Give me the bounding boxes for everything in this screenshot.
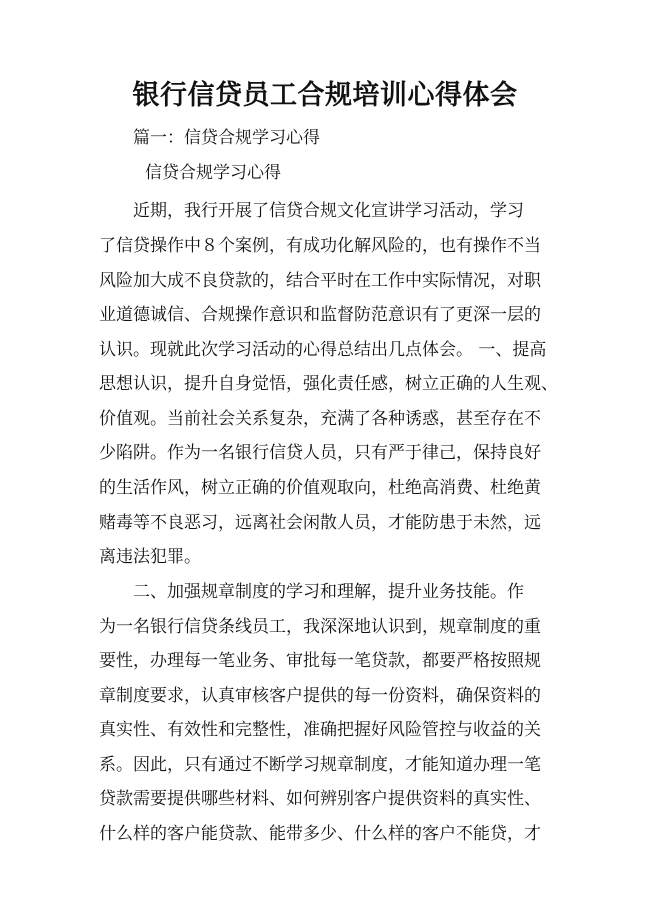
body-line: 认识。现就此次学习活动的心得总结出几点体会。 一、提高	[99, 340, 547, 360]
body-line: 近期，我行开展了信贷合规文化宣讲学习活动，学习	[99, 201, 524, 221]
body-line: 二、加强规章制度的学习和理解，提升业务技能。作	[99, 582, 524, 602]
body-line: 赌毒等不良恶习，远离社会闲散人员，才能防患于未然，远	[99, 513, 541, 533]
body-line: 贷款需要提供哪些材料、如何辨别客户提供资料的真实性、	[99, 789, 541, 809]
sub-heading: 信贷合规学习心得	[145, 163, 281, 183]
body-line: 真实性、有效性和完整性，准确把握好风险管控与收益的关	[99, 720, 541, 740]
section-heading: 篇一：信贷合规学习心得	[133, 128, 320, 148]
body-line: 了信贷操作中８个案例，有成功化解风险的，也有操作不当	[99, 236, 541, 256]
body-line: 业道德诚信、合规操作意识和监督防范意识有了更深一层的	[99, 305, 541, 325]
body-line: 思想认识，提升自身觉悟，强化责任感，树立正确的人生观、	[99, 374, 558, 394]
body-line: 少陷阱。作为一名银行信贷人员，只有严于律己，保持良好	[99, 443, 541, 463]
body-line: 的生活作风，树立正确的价值观取向，杜绝高消费、杜绝黄	[99, 478, 541, 498]
body-line: 为一名银行信贷条线员工，我深深地认识到，规章制度的重	[99, 617, 541, 637]
document-title: 银行信贷员工合规培训心得体会	[132, 80, 518, 111]
body-line: 要性，办理每一笔业务、审批每一笔贷款，都要严格按照规	[99, 651, 541, 671]
body-line: 系。因此，只有通过不断学习规章制度，才能知道办理一笔	[99, 755, 541, 775]
body-line: 离违法犯罪。	[99, 547, 201, 567]
body-line: 价值观。当前社会关系复杂，充满了各种诱惑，甚至存在不	[99, 409, 541, 429]
body-line: 什么样的客户能贷款、能带多少、什么样的客户不能贷，才	[99, 824, 541, 844]
body-line: 风险加大成不良贷款的，结合平时在工作中实际情况，对职	[99, 271, 541, 291]
body-line: 章制度要求，认真审核客户提供的每一份资料，确保资料的	[99, 686, 541, 706]
